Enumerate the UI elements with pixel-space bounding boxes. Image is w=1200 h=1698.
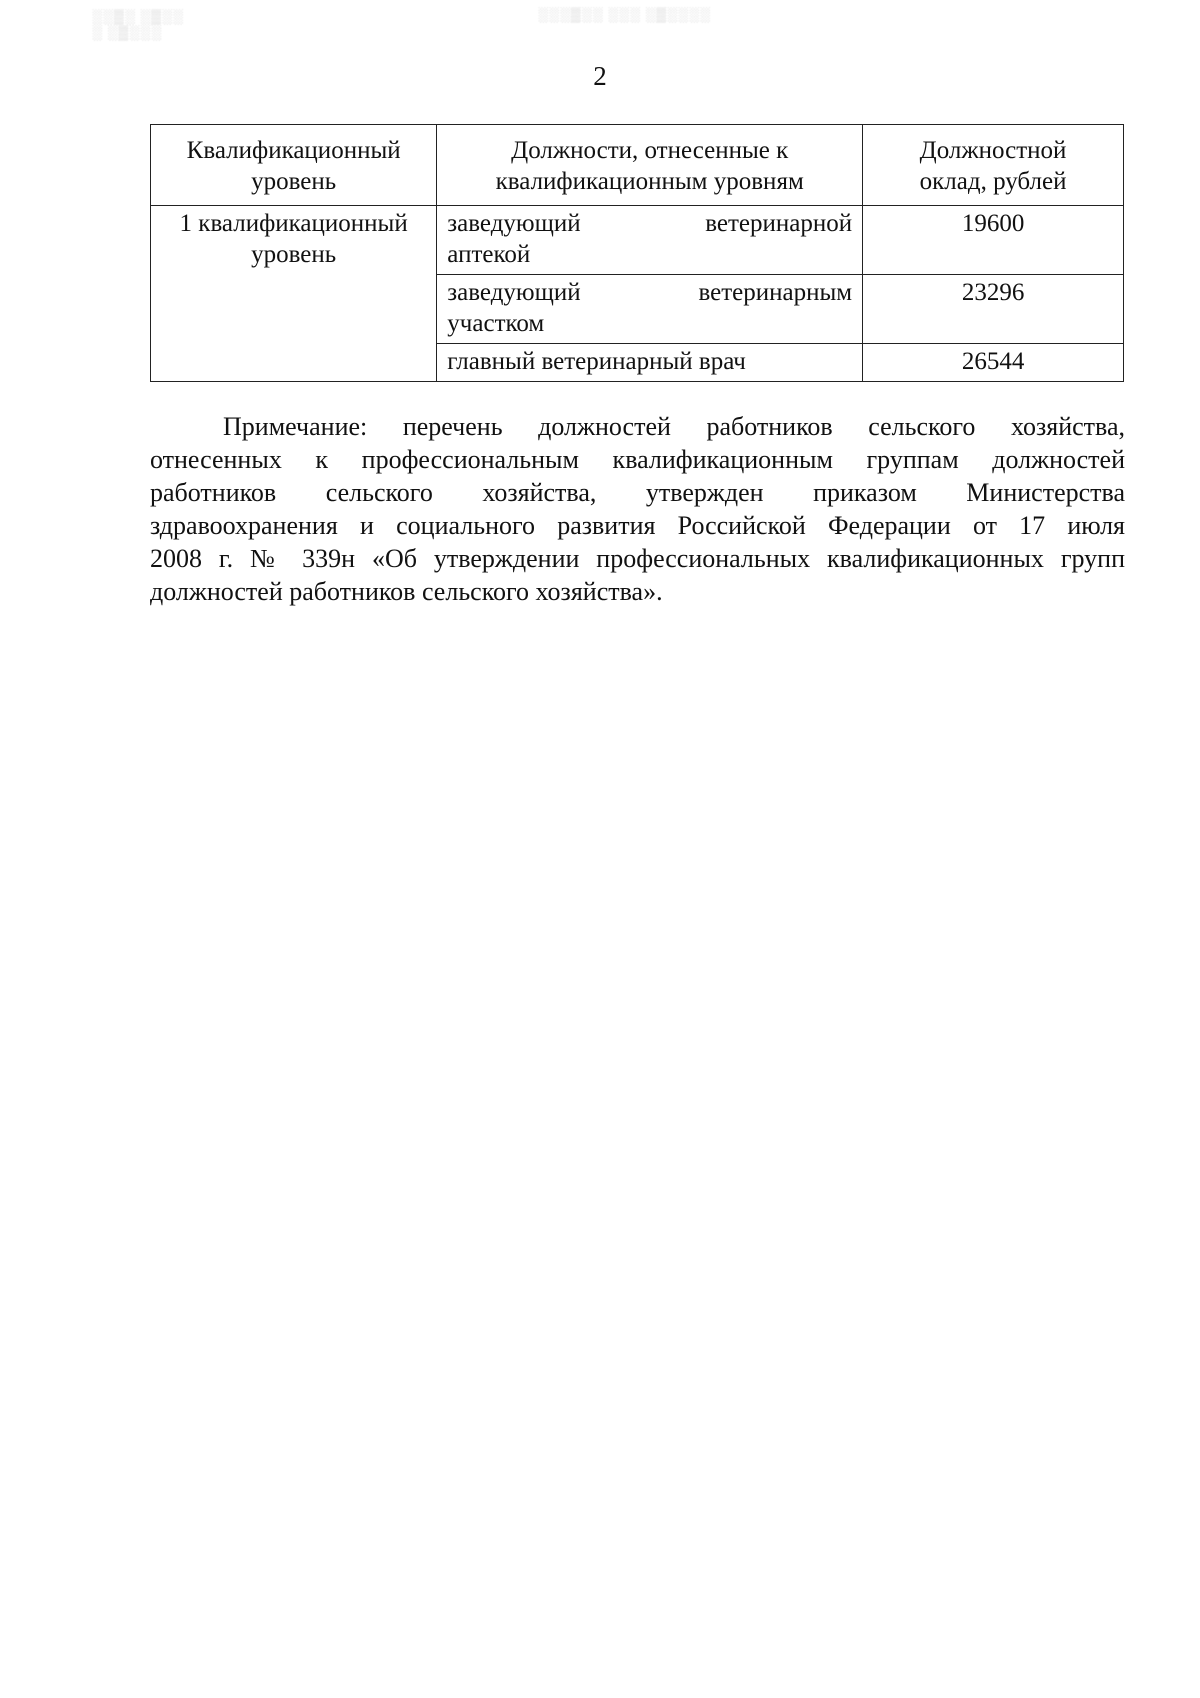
salary-cell: 23296 [863,275,1124,344]
page-number: 2 [593,61,607,91]
position-cell [437,344,863,382]
salary-table [150,124,1124,382]
salary-cell: 26544 [863,344,1124,382]
level-line2: уровень [251,241,337,268]
note-line: должностей работников сельского хозяйства». [150,577,663,606]
salary-cell: 19600 [863,206,1124,275]
position-text: главный ветеринарный врач [447,348,746,375]
position-line1 [447,208,852,239]
note-line: отнесенных к профессиональным квалификационным группам должностей [150,445,1125,474]
position-word: заведующий [447,279,581,306]
note-paragraph [150,410,1125,608]
header-level-line1: Квалификационный [186,137,401,164]
level-cell [151,206,437,382]
header-positions-line1: Должности, отнесенные к [511,137,789,164]
note-line: 2008 г. № 339н «Об утверждении профессиональных квалификационных групп [150,544,1125,573]
table-header-row [151,125,1124,206]
header-salary-line2: оклад, рублей [919,168,1067,195]
header-salary [863,125,1124,206]
position-line2: участком [447,310,545,337]
header-level-line2: уровень [251,168,337,195]
position-cell [437,275,863,344]
position-line1 [447,277,852,308]
scan-artifact: ░░░▒░░ ░░░ ░▒░░░░ [538,8,711,23]
position-word: ветеринарной [705,210,853,237]
note-line: Примечание: перечень должностей работников сельского хозяйства, [223,412,1125,441]
position-line2: аптекой [447,241,531,268]
position-word: заведующий [447,210,581,237]
table-row [151,206,1124,275]
scan-artifact: ░░▒░ ░▒░░ ░ ░▒░░░ [92,10,184,41]
header-positions [437,125,863,206]
header-salary-line1: Должностной [919,137,1067,164]
level-line1: 1 квалификационный [179,210,408,237]
position-word: ветеринарным [698,279,853,306]
note-line: работников сельского хозяйства, утвержден приказом Министерства [150,478,1125,507]
position-cell [437,206,863,275]
note-line: здравоохранения и социального развития Российской Федерации от 17 июля [150,511,1125,540]
header-level [151,125,437,206]
header-positions-line2: квалификационным уровням [495,168,804,195]
